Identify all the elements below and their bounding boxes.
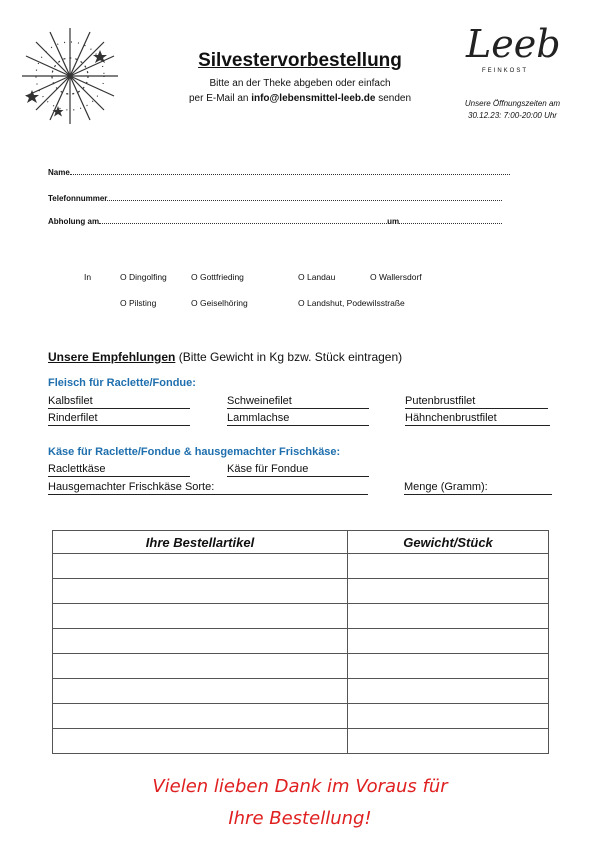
pickup-date-field[interactable]: Abholung am um xyxy=(48,215,502,226)
instruction-line-1: Bitte an der Theke abgeben oder einfach xyxy=(209,78,391,89)
order-item-cell[interactable] xyxy=(53,729,348,754)
location-option[interactable]: O Wallersdorf xyxy=(370,272,422,282)
order-row xyxy=(53,704,549,729)
order-weight-cell[interactable] xyxy=(348,604,549,629)
firework-icon xyxy=(14,20,126,132)
order-item-cell[interactable] xyxy=(53,579,348,604)
order-row xyxy=(53,554,549,579)
amount-field[interactable]: Menge (Gramm): xyxy=(404,481,552,495)
recommendations-heading: Unsere Empfehlungen (Bitte Gewicht in Kg bzw. Stück eintragen) xyxy=(48,350,403,364)
order-item-cell[interactable] xyxy=(53,629,348,654)
order-weight-cell[interactable] xyxy=(348,554,549,579)
thanks-line-1: Vielen lieben Dank im Voraus für xyxy=(152,776,448,797)
location-option[interactable]: O Geiselhöring xyxy=(191,298,248,308)
order-weight-cell[interactable] xyxy=(348,579,549,604)
page-title: Silvestervorbestellung xyxy=(198,50,402,71)
column-header-items: Ihre Bestellartikel xyxy=(53,531,348,554)
order-item-cell[interactable] xyxy=(53,554,348,579)
order-weight-cell[interactable] xyxy=(348,679,549,704)
location-option[interactable]: O Landshut, Podewilsstraße xyxy=(298,298,405,308)
opening-hours: Unsere Öffnungszeiten am 30.12.23: 7:00-20:00 Uhr xyxy=(464,99,561,120)
order-item-cell[interactable] xyxy=(53,679,348,704)
meat-item[interactable]: Putenbrustfilet xyxy=(405,395,548,409)
brand-logo: Leeb xyxy=(466,22,561,66)
order-item-cell[interactable] xyxy=(53,654,348,679)
meat-item[interactable]: Kalbsfilet xyxy=(48,395,190,409)
phone-field[interactable]: Telefonnummer xyxy=(48,192,502,203)
meat-item[interactable]: Schweinefilet xyxy=(227,395,369,409)
order-row xyxy=(53,679,549,704)
order-weight-cell[interactable] xyxy=(348,729,549,754)
cheese-section-heading: Käse für Raclette/Fondue & hausgemachter Frischkäse: xyxy=(48,446,341,458)
order-item-cell[interactable] xyxy=(53,704,348,729)
meat-item[interactable]: Rinderfilet xyxy=(48,412,190,426)
order-row xyxy=(53,604,549,629)
order-table xyxy=(52,530,549,754)
order-row xyxy=(53,654,549,679)
order-row xyxy=(53,629,549,654)
cheese-item[interactable]: Raclettkäse xyxy=(48,463,190,477)
order-weight-cell[interactable] xyxy=(348,654,549,679)
location-option[interactable]: O Dingolfing xyxy=(120,272,167,282)
thanks-line-2: Ihre Bestellung! xyxy=(228,808,372,829)
location-option[interactable]: O Pilsting xyxy=(120,298,157,308)
name-field[interactable]: Name xyxy=(48,166,510,177)
order-row xyxy=(53,579,549,604)
location-in-label: In xyxy=(84,272,92,282)
order-weight-cell[interactable] xyxy=(348,704,549,729)
instruction-line-2: per E-Mail an info@lebensmittel-leeb.de senden xyxy=(188,93,412,104)
location-option[interactable]: O Gottfrieding xyxy=(191,272,244,282)
cheese-item[interactable]: Käse für Fondue xyxy=(227,463,369,477)
column-header-weight: Gewicht/Stück xyxy=(348,531,549,554)
meat-item[interactable]: Lammlachse xyxy=(227,412,369,426)
location-option[interactable]: O Landau xyxy=(298,272,336,282)
order-row xyxy=(53,729,549,754)
cream-cheese-field[interactable]: Hausgemachter Frischkäse Sorte: xyxy=(48,481,368,495)
order-item-cell[interactable] xyxy=(53,604,348,629)
email-link[interactable]: info@lebensmittel-leeb.de xyxy=(251,93,376,104)
meat-section-heading: Fleisch für Raclette/Fondue: xyxy=(48,377,196,389)
meat-item[interactable]: Hähnchenbrustfilet xyxy=(405,412,550,426)
brand-subtitle: FEINKOST xyxy=(482,68,529,74)
order-weight-cell[interactable] xyxy=(348,629,549,654)
